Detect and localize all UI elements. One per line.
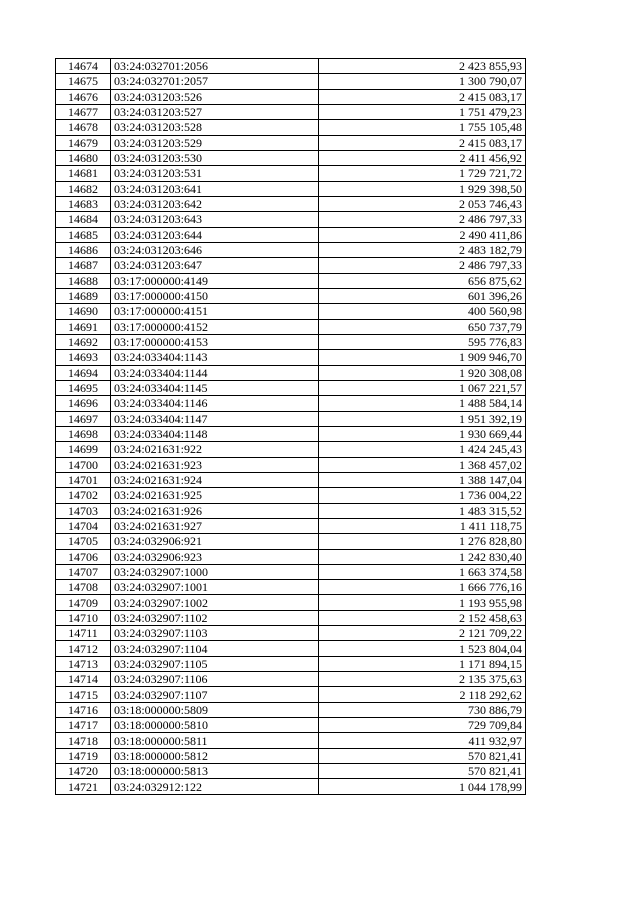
cadastral-number-cell: 03:18:000000:5811 (111, 733, 319, 748)
cadastral-number-cell: 03:18:000000:5810 (111, 718, 319, 733)
value-cell: 1 067 221,57 (319, 380, 526, 395)
table-row (56, 564, 526, 579)
cadastral-number-cell: 03:24:033404:1145 (111, 380, 319, 395)
data-table (55, 58, 526, 795)
value-cell: 1 388 147,04 (319, 472, 526, 487)
value-cell: 1 930 669,44 (319, 426, 526, 441)
cadastral-number-cell: 03:18:000000:5812 (111, 748, 319, 763)
cadastral-number-cell: 03:24:031203:644 (111, 227, 319, 242)
cadastral-number-cell: 03:24:032907:1103 (111, 626, 319, 641)
value-cell: 2 483 182,79 (319, 242, 526, 257)
value-cell: 1 729 721,72 (319, 166, 526, 181)
cadastral-number-cell: 03:24:032907:1001 (111, 580, 319, 595)
row-number-cell: 14696 (56, 396, 111, 411)
table-row (56, 242, 526, 257)
value-cell: 1 171 894,15 (319, 656, 526, 671)
cadastral-number-cell: 03:24:031203:646 (111, 242, 319, 257)
row-number-cell: 14714 (56, 672, 111, 687)
value-cell: 1 424 245,43 (319, 442, 526, 457)
cadastral-number-cell: 03:17:000000:4151 (111, 304, 319, 319)
table-row (56, 150, 526, 165)
value-cell: 1 920 308,08 (319, 365, 526, 380)
row-number-cell: 14713 (56, 656, 111, 671)
table-row (56, 457, 526, 472)
row-number-cell: 14718 (56, 733, 111, 748)
cadastral-number-cell: 03:24:032906:921 (111, 534, 319, 549)
value-cell: 400 560,98 (319, 304, 526, 319)
table-row (56, 702, 526, 717)
cadastral-number-cell: 03:24:031203:531 (111, 166, 319, 181)
table-row (56, 580, 526, 595)
row-number-cell: 14689 (56, 288, 111, 303)
value-cell: 2 415 083,17 (319, 89, 526, 104)
table-row (56, 748, 526, 763)
value-cell: 2 135 375,63 (319, 672, 526, 687)
value-cell: 656 875,62 (319, 273, 526, 288)
table-row (56, 334, 526, 349)
table-row (56, 764, 526, 779)
table-row (56, 135, 526, 150)
value-cell: 2 490 411,86 (319, 227, 526, 242)
value-cell: 2 486 797,33 (319, 212, 526, 227)
value-cell: 2 118 292,62 (319, 687, 526, 702)
table-row (56, 59, 526, 74)
row-number-cell: 14690 (56, 304, 111, 319)
table-row (56, 733, 526, 748)
row-number-cell: 14706 (56, 549, 111, 564)
row-number-cell: 14683 (56, 196, 111, 211)
value-cell: 730 886,79 (319, 702, 526, 717)
table-row (56, 181, 526, 196)
value-cell: 1 483 315,52 (319, 503, 526, 518)
table-row (56, 227, 526, 242)
value-cell: 1 751 479,23 (319, 104, 526, 119)
table-row (56, 120, 526, 135)
value-cell: 1 909 946,70 (319, 350, 526, 365)
row-number-cell: 14681 (56, 166, 111, 181)
cadastral-number-cell: 03:24:032701:2057 (111, 74, 319, 89)
cadastral-number-cell: 03:24:021631:922 (111, 442, 319, 457)
table-row (56, 273, 526, 288)
table-row (56, 411, 526, 426)
cadastral-number-cell: 03:24:031203:642 (111, 196, 319, 211)
row-number-cell: 14709 (56, 595, 111, 610)
value-cell: 1 929 398,50 (319, 181, 526, 196)
cadastral-number-cell: 03:24:032912:122 (111, 779, 319, 794)
value-cell: 2 121 709,22 (319, 626, 526, 641)
table-row (56, 396, 526, 411)
table-row (56, 610, 526, 625)
cadastral-number-cell: 03:24:033404:1148 (111, 426, 319, 441)
value-cell: 570 821,41 (319, 764, 526, 779)
row-number-cell: 14705 (56, 534, 111, 549)
row-number-cell: 14717 (56, 718, 111, 733)
row-number-cell: 14688 (56, 273, 111, 288)
cadastral-number-cell: 03:24:032701:2056 (111, 59, 319, 74)
table-row (56, 687, 526, 702)
table-row (56, 656, 526, 671)
value-cell: 1 736 004,22 (319, 488, 526, 503)
row-number-cell: 14677 (56, 104, 111, 119)
cadastral-number-cell: 03:24:031203:643 (111, 212, 319, 227)
row-number-cell: 14691 (56, 319, 111, 334)
table-row (56, 319, 526, 334)
table-row (56, 380, 526, 395)
cadastral-number-cell: 03:24:032907:1104 (111, 641, 319, 656)
value-cell: 601 396,26 (319, 288, 526, 303)
row-number-cell: 14702 (56, 488, 111, 503)
value-cell: 411 932,97 (319, 733, 526, 748)
row-number-cell: 14678 (56, 120, 111, 135)
row-number-cell: 14687 (56, 258, 111, 273)
value-cell: 2 486 797,33 (319, 258, 526, 273)
cadastral-number-cell: 03:24:021631:925 (111, 488, 319, 503)
row-number-cell: 14682 (56, 181, 111, 196)
table-row (56, 518, 526, 533)
value-cell: 1 663 374,58 (319, 564, 526, 579)
table-row (56, 365, 526, 380)
table-row (56, 641, 526, 656)
value-cell: 570 821,41 (319, 748, 526, 763)
table-row (56, 779, 526, 794)
row-number-cell: 14711 (56, 626, 111, 641)
table-row (56, 503, 526, 518)
cadastral-number-cell: 03:17:000000:4153 (111, 334, 319, 349)
table-row (56, 212, 526, 227)
cadastral-number-cell: 03:24:031203:530 (111, 150, 319, 165)
value-cell: 1 411 118,75 (319, 518, 526, 533)
value-cell: 650 737,79 (319, 319, 526, 334)
cadastral-number-cell: 03:24:031203:647 (111, 258, 319, 273)
value-cell: 595 776,83 (319, 334, 526, 349)
cadastral-number-cell: 03:24:021631:923 (111, 457, 319, 472)
cadastral-number-cell: 03:24:031203:529 (111, 135, 319, 150)
row-number-cell: 14674 (56, 59, 111, 74)
table-row (56, 442, 526, 457)
cadastral-number-cell: 03:24:033404:1144 (111, 365, 319, 380)
value-cell: 2 411 456,92 (319, 150, 526, 165)
value-cell: 1 755 105,48 (319, 120, 526, 135)
table-row (56, 350, 526, 365)
cadastral-number-cell: 03:24:021631:927 (111, 518, 319, 533)
row-number-cell: 14707 (56, 564, 111, 579)
row-number-cell: 14715 (56, 687, 111, 702)
row-number-cell: 14716 (56, 702, 111, 717)
row-number-cell: 14694 (56, 365, 111, 380)
table-row (56, 488, 526, 503)
row-number-cell: 14699 (56, 442, 111, 457)
row-number-cell: 14697 (56, 411, 111, 426)
value-cell: 1 666 776,16 (319, 580, 526, 595)
cadastral-number-cell: 03:24:021631:924 (111, 472, 319, 487)
value-cell: 2 152 458,63 (319, 610, 526, 625)
row-number-cell: 14680 (56, 150, 111, 165)
value-cell: 2 423 855,93 (319, 59, 526, 74)
table-row (56, 288, 526, 303)
table-row (56, 549, 526, 564)
row-number-cell: 14704 (56, 518, 111, 533)
value-cell: 1 488 584,14 (319, 396, 526, 411)
table-row (56, 258, 526, 273)
value-cell: 1 193 955,98 (319, 595, 526, 610)
cadastral-number-cell: 03:24:032907:1105 (111, 656, 319, 671)
cadastral-number-cell: 03:24:031203:641 (111, 181, 319, 196)
cadastral-number-cell: 03:24:031203:526 (111, 89, 319, 104)
value-cell: 729 709,84 (319, 718, 526, 733)
row-number-cell: 14712 (56, 641, 111, 656)
cadastral-number-cell: 03:17:000000:4150 (111, 288, 319, 303)
table-row (56, 626, 526, 641)
cadastral-number-cell: 03:18:000000:5809 (111, 702, 319, 717)
cadastral-number-cell: 03:24:032906:923 (111, 549, 319, 564)
table-row (56, 304, 526, 319)
cadastral-number-cell: 03:24:031203:527 (111, 104, 319, 119)
value-cell: 2 415 083,17 (319, 135, 526, 150)
row-number-cell: 14720 (56, 764, 111, 779)
value-cell: 1 276 828,80 (319, 534, 526, 549)
row-number-cell: 14703 (56, 503, 111, 518)
table-row (56, 426, 526, 441)
cadastral-number-cell: 03:24:021631:926 (111, 503, 319, 518)
row-number-cell: 14695 (56, 380, 111, 395)
cadastral-number-cell: 03:17:000000:4149 (111, 273, 319, 288)
table-row (56, 196, 526, 211)
value-cell: 1 044 178,99 (319, 779, 526, 794)
table-body (56, 59, 526, 795)
cadastral-number-cell: 03:24:033404:1146 (111, 396, 319, 411)
row-number-cell: 14675 (56, 74, 111, 89)
row-number-cell: 14684 (56, 212, 111, 227)
row-number-cell: 14692 (56, 334, 111, 349)
row-number-cell: 14708 (56, 580, 111, 595)
cadastral-number-cell: 03:24:033404:1143 (111, 350, 319, 365)
value-cell: 1 242 830,40 (319, 549, 526, 564)
cadastral-number-cell: 03:24:032907:1106 (111, 672, 319, 687)
row-number-cell: 14721 (56, 779, 111, 794)
row-number-cell: 14686 (56, 242, 111, 257)
row-number-cell: 14701 (56, 472, 111, 487)
cadastral-number-cell: 03:24:032907:1102 (111, 610, 319, 625)
value-cell: 1 523 804,04 (319, 641, 526, 656)
table-row (56, 672, 526, 687)
value-cell: 2 053 746,43 (319, 196, 526, 211)
row-number-cell: 14700 (56, 457, 111, 472)
cadastral-number-cell: 03:17:000000:4152 (111, 319, 319, 334)
row-number-cell: 14719 (56, 748, 111, 763)
value-cell: 1 951 392,19 (319, 411, 526, 426)
table-row (56, 74, 526, 89)
table-row (56, 718, 526, 733)
row-number-cell: 14698 (56, 426, 111, 441)
value-cell: 1 368 457,02 (319, 457, 526, 472)
cadastral-number-cell: 03:24:032907:1000 (111, 564, 319, 579)
row-number-cell: 14676 (56, 89, 111, 104)
cadastral-number-cell: 03:24:032907:1002 (111, 595, 319, 610)
cadastral-number-cell: 03:24:032907:1107 (111, 687, 319, 702)
row-number-cell: 14679 (56, 135, 111, 150)
cadastral-number-cell: 03:18:000000:5813 (111, 764, 319, 779)
table-row (56, 472, 526, 487)
table-row (56, 166, 526, 181)
table-row (56, 595, 526, 610)
cadastral-number-cell: 03:24:033404:1147 (111, 411, 319, 426)
row-number-cell: 14710 (56, 610, 111, 625)
value-cell: 1 300 790,07 (319, 74, 526, 89)
table-row (56, 89, 526, 104)
table-row (56, 104, 526, 119)
table-row (56, 534, 526, 549)
cadastral-number-cell: 03:24:031203:528 (111, 120, 319, 135)
row-number-cell: 14693 (56, 350, 111, 365)
row-number-cell: 14685 (56, 227, 111, 242)
